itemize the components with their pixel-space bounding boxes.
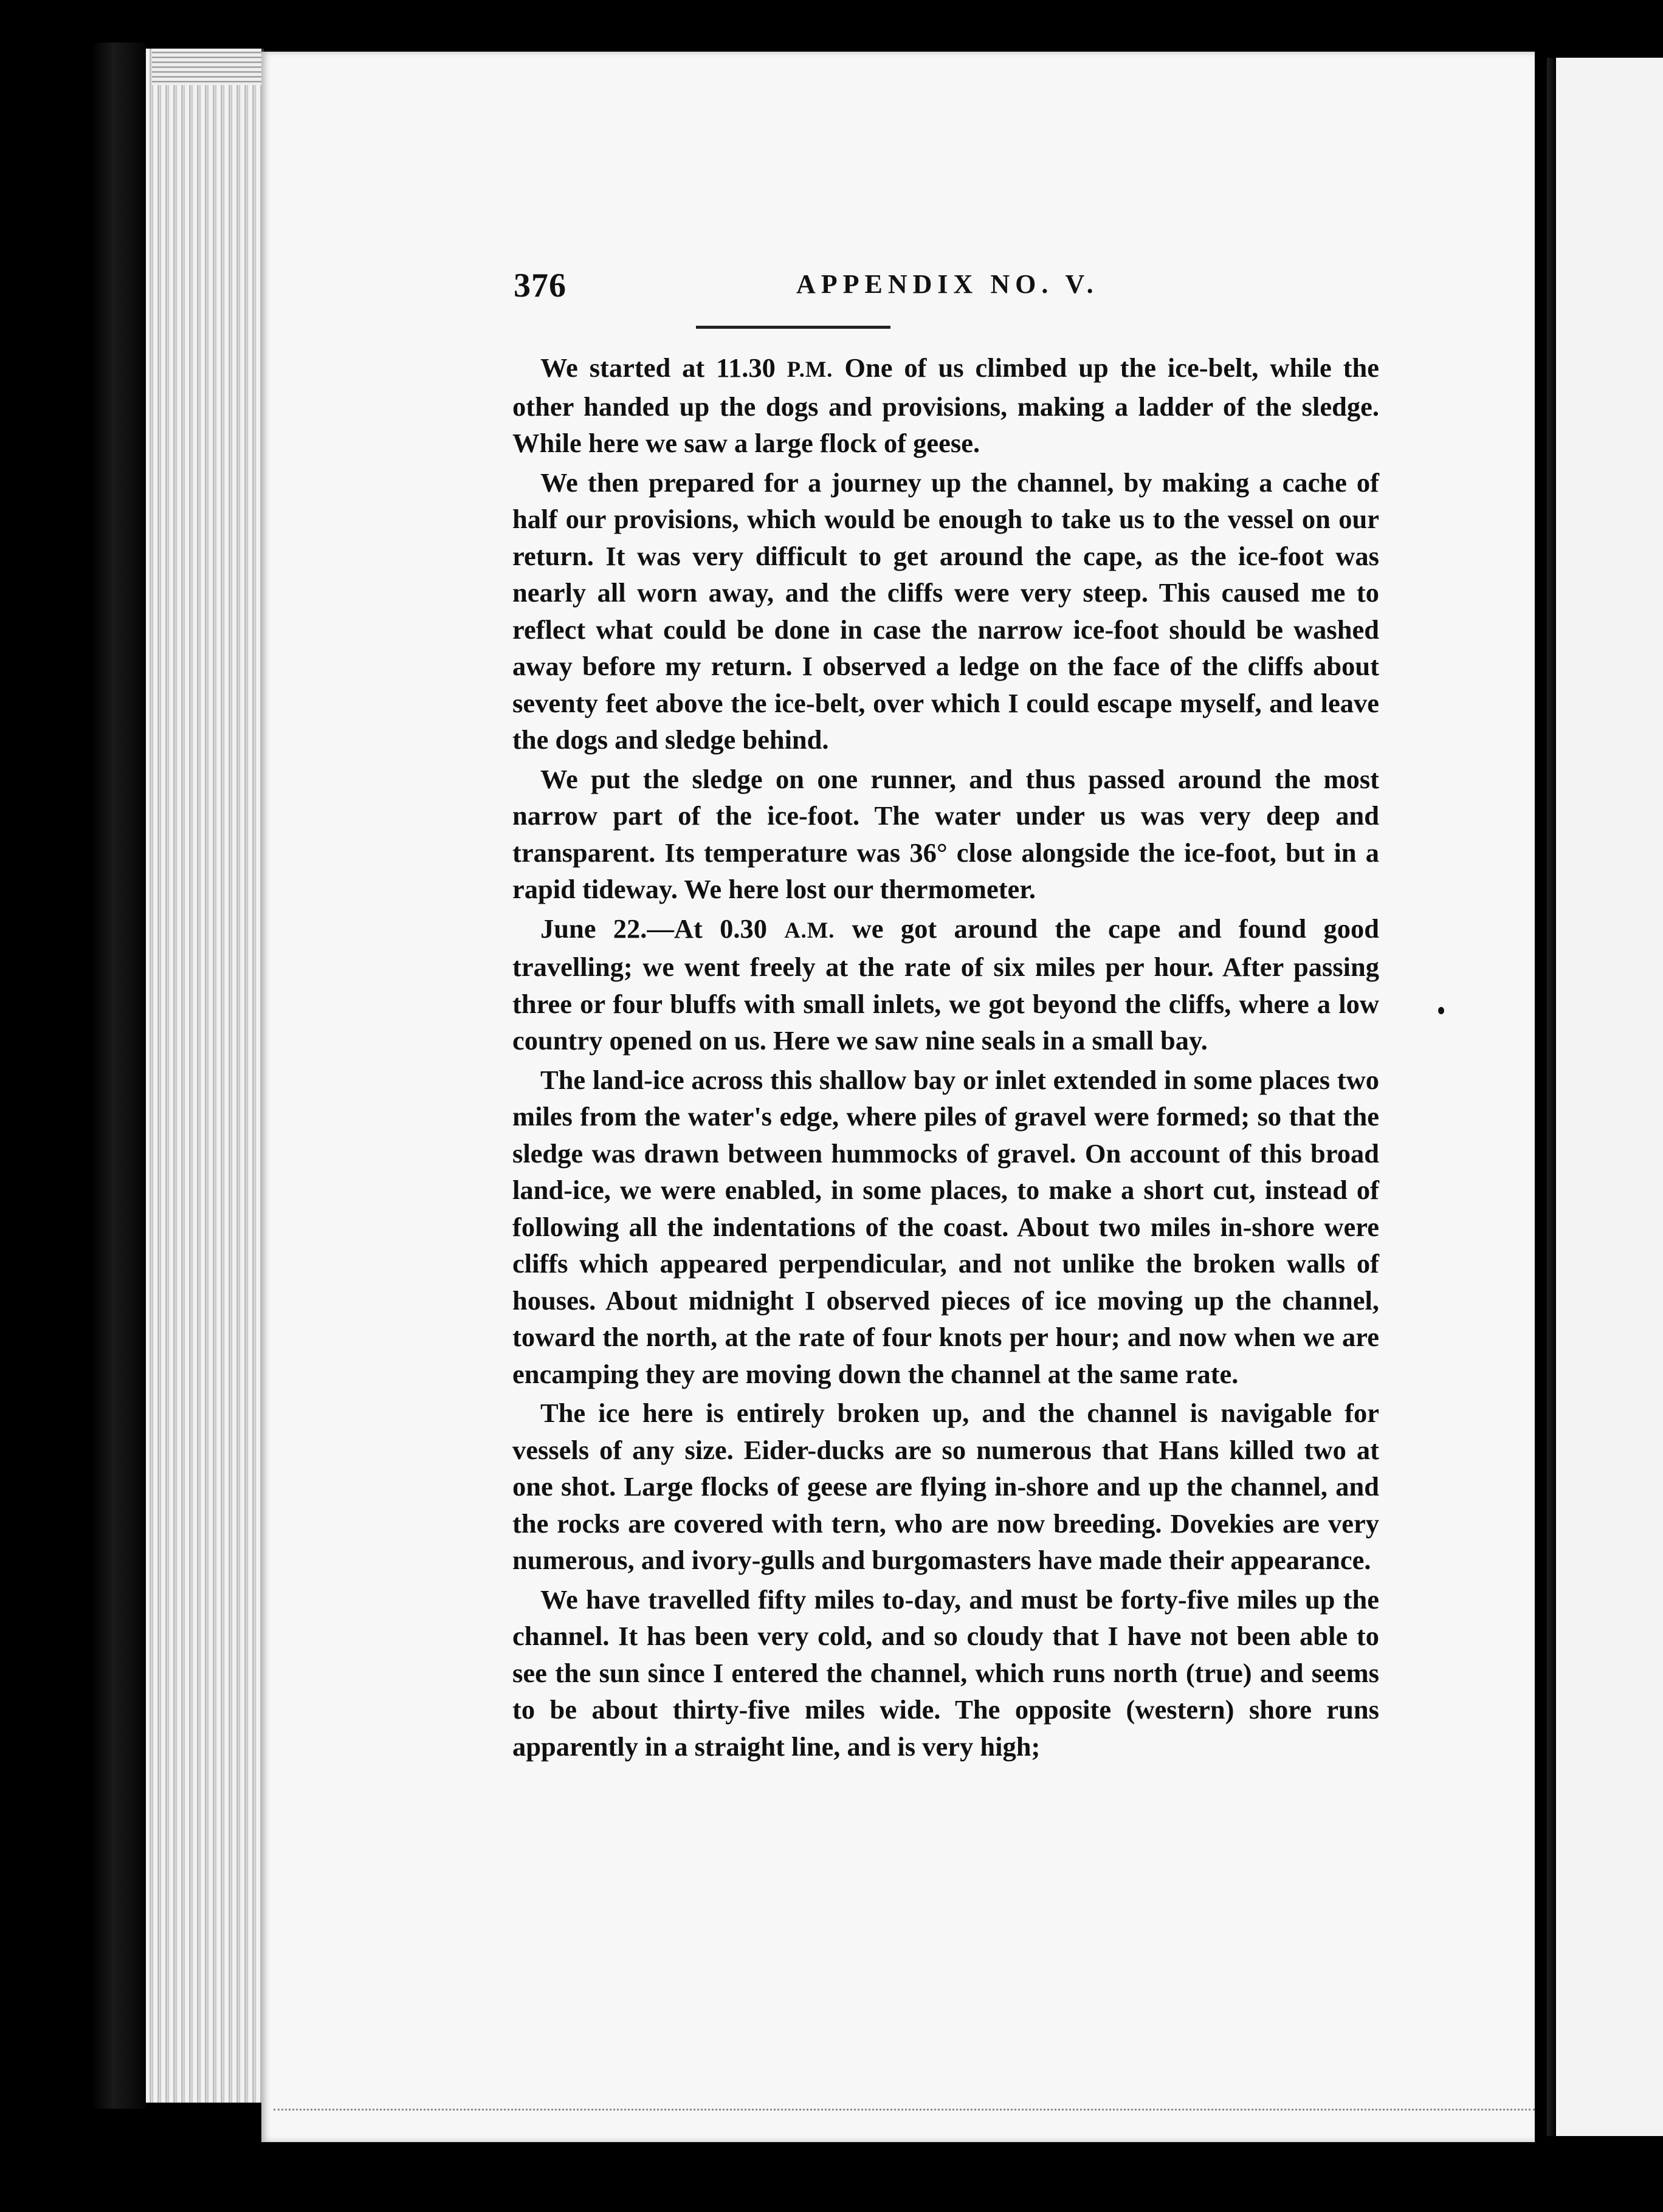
page-bottom-edge: [274, 2109, 1535, 2123]
page-edges-stack: [146, 49, 264, 2103]
time-pm: P.M.: [787, 357, 833, 382]
paragraph-7: We have travelled fifty miles to-day, and must be forty-five miles up the channel. It has been very cold, and so cloudy that I have not been able to see the sun since I entered the channel, which runs north (true) and seems to be about thirty-five miles wide. The opposite (western) shore runs apparently in a straight line, and is very high;: [512, 1584, 1379, 1762]
body-text: [512, 349, 1379, 1767]
page-edges-top: [152, 49, 261, 85]
paragraph-3: We put the sledge on one runner, and thus passed around the most narrow part of the ice-foot. The water under us was very deep and transparent. Its temperature was 36° close alongside the ice-foot, but in a rapid tideway. We here lost our thermometer.: [512, 763, 1379, 904]
paragraph-5: The land-ice across this shallow bay or inlet extended in some places two miles from the water's edge, where piles of gravel were formed; so that the sledge was drawn between hummocks of gravel. On account of this broad land-ice, we were enabled, in some places, to make a short cut, instead of following all the indentations of the coast. About two miles in-shore were cliffs which appeared perpendicular, and not unlike the broken walls of houses. About midnight I observed pieces of ice moving up the channel, toward the north, at the rate of four knots per hour; and now when we are encamping they are moving down the channel at the same rate.: [512, 1064, 1379, 1389]
page-header: [514, 266, 1377, 315]
paragraph-4-text-a: June 22.—At 0.30: [540, 913, 785, 944]
page-number: 376: [514, 267, 566, 304]
paragraph-1: [512, 349, 1379, 462]
paragraph-1-text-b: One of us climbed up the ice-belt, while the other handed up the dogs and provisions, making a ladder of the sledge. While here we saw a large flock of geese.: [512, 352, 1379, 458]
paragraph-2: We then prepared for a journey up the channel, by making a cache of half our provisions, which would be enough to take us to the vessel on our return. It was very difficult to get around the cape, as the ice-foot was nearly all worn away, and the cliffs were very steep. This caused me to reflect what could be done in case the narrow ice-foot should be washed away before my return. I observed a ledge on the face of the cliffs about seventy feet above the ice-belt, over which I could escape myself, and leave the dogs and sledge behind.: [512, 467, 1379, 755]
running-head: APPENDIX NO. V.: [796, 269, 1099, 299]
header-rule: [696, 326, 890, 329]
paragraph-4-text-b: we got around the cape and found good travelling; we went freely at the rate of six miles per hour. After passing three or four bluffs with small inlets, we got beyond the cliffs, where a low country opened on us. Here we saw nine seals in a small bay.: [512, 913, 1379, 1056]
paragraph-4: [512, 910, 1379, 1059]
book-binding-shadow: [91, 43, 146, 2109]
facing-page-edge: [1556, 58, 1663, 2136]
paragraph-1-text-a: We started at 11.30: [540, 352, 787, 383]
time-am: A.M.: [784, 917, 835, 943]
paragraph-6: The ice here is entirely broken up, and the channel is navigable for vessels of any size. Eider-ducks are so numerous that Hans killed two at one shot. Large flocks of geese are flying in-shore and up the channel, and the rocks are covered with tern, who are now breeding. Dovekies are very numerous, and ivory-gulls and burgomasters have made their appearance.: [512, 1398, 1379, 1575]
gutter-shadow: [1547, 58, 1556, 2136]
ink-speck: [1438, 1007, 1444, 1014]
